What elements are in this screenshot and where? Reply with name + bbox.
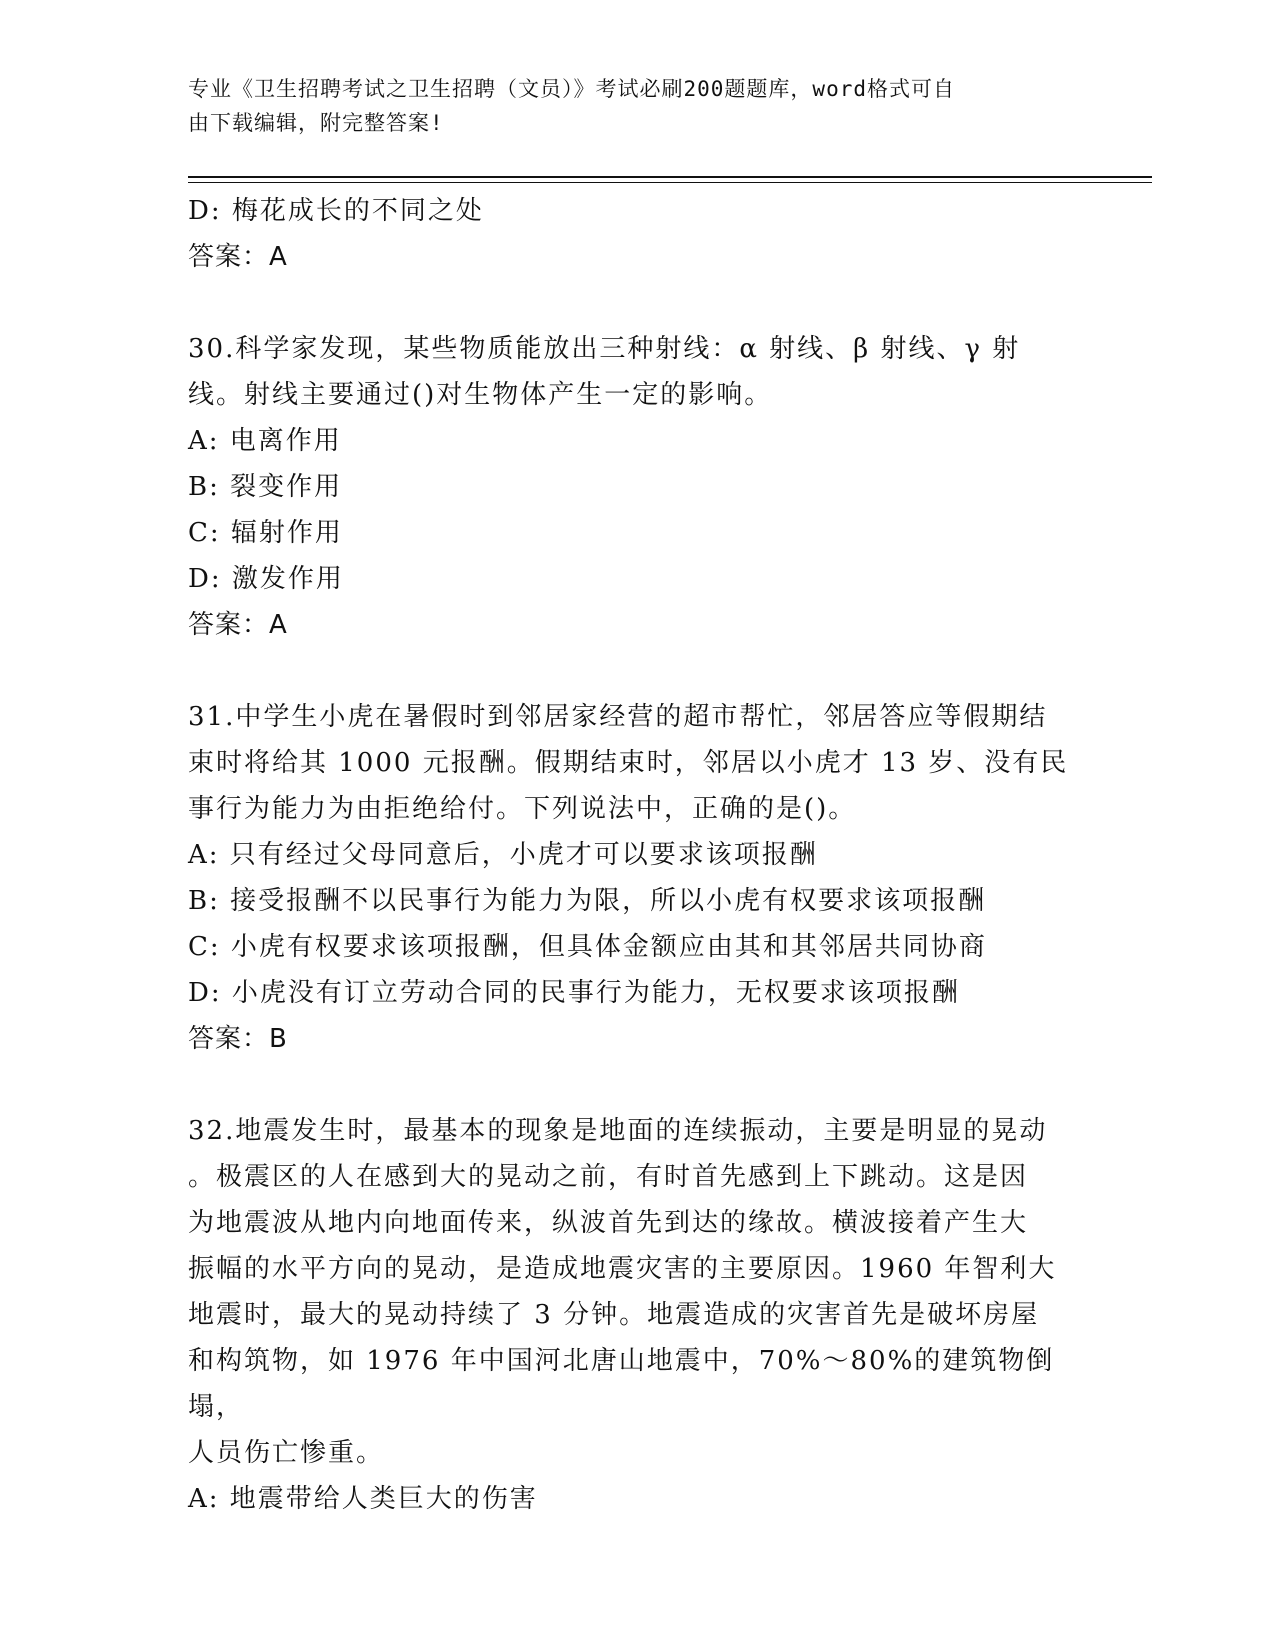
answer-line: 答案：A <box>188 610 288 640</box>
question-stem-line: 30.科学家发现，某些物质能放出三种射线：α 射线、β 射线、γ 射 <box>188 334 1021 364</box>
answer-line: 答案：B <box>188 1024 288 1054</box>
option-a: A: 只有经过父母同意后，小虎才可以要求该项报酬 <box>188 840 818 870</box>
header-title-line-2: 由下载编辑，附完整答案! <box>188 111 444 135</box>
option-a: A: 电离作用 <box>188 426 342 456</box>
question-stem-line: 线。射线主要通过()对生物体产生一定的影响。 <box>188 380 773 410</box>
question-30 <box>188 326 1078 648</box>
option-b: B: 接受报酬不以民事行为能力为限，所以小虎有权要求该项报酬 <box>188 886 987 916</box>
option-c: C: 辐射作用 <box>188 518 343 548</box>
question-stem-line: 束时将给其 1000 元报酬。假期结束时，邻居以小虎才 13 岁、没有民 <box>188 748 1069 778</box>
document-header <box>188 72 1068 140</box>
question-stem-line: 32.地震发生时，最基本的现象是地面的连续振动，主要是明显的晃动 <box>188 1116 1048 1146</box>
document-body <box>188 188 1078 1522</box>
question-stem-line: 人员伤亡惨重。 <box>188 1438 385 1468</box>
spacer <box>188 280 1078 326</box>
option-b: B: 裂变作用 <box>188 472 343 502</box>
spacer <box>188 1062 1078 1108</box>
option-d: D: 小虎没有订立劳动合同的民事行为能力，无权要求该项报酬 <box>188 978 960 1008</box>
previous-question-tail <box>188 188 1078 280</box>
question-31 <box>188 694 1078 1062</box>
option-c: C: 小虎有权要求该项报酬，但具体金额应由其和其邻居共同协商 <box>188 932 987 962</box>
question-32 <box>188 1108 1078 1522</box>
question-stem-line: 事行为能力为由拒绝给付。下列说法中，正确的是()。 <box>188 794 857 824</box>
question-stem-line: 振幅的水平方向的晃动，是造成地震灾害的主要原因。1960 年智利大 <box>188 1254 1057 1284</box>
question-stem-line: 31.中学生小虎在暑假时到邻居家经营的超市帮忙，邻居答应等假期结 <box>188 702 1048 732</box>
question-stem-line: 和构筑物，如 1976 年中国河北唐山地震中，70%～80%的建筑物倒塌， <box>188 1346 1055 1422</box>
question-stem-line: 。极震区的人在感到大的晃动之前，有时首先感到上下跳动。这是因 <box>188 1162 1029 1192</box>
option-a: A: 地震带给人类巨大的伤害 <box>188 1484 538 1514</box>
answer-line: 答案：A <box>188 242 288 272</box>
option-d: D: 激发作用 <box>188 564 344 594</box>
question-stem-line: 地震时，最大的晃动持续了 3 分钟。地震造成的灾害首先是破坏房屋 <box>188 1300 1040 1330</box>
question-stem-line: 为地震波从地内向地面传来，纵波首先到达的缘故。横波接着产生大 <box>188 1208 1029 1238</box>
header-title-line-1: 专业《卫生招聘考试之卫生招聘（文员）》考试必刷200题题库，word格式可自 <box>188 77 955 101</box>
option-d: D: 梅花成长的不同之处 <box>188 196 484 226</box>
header-divider-thick <box>188 176 1152 178</box>
header-divider-thin <box>188 182 1152 183</box>
spacer <box>188 648 1078 694</box>
